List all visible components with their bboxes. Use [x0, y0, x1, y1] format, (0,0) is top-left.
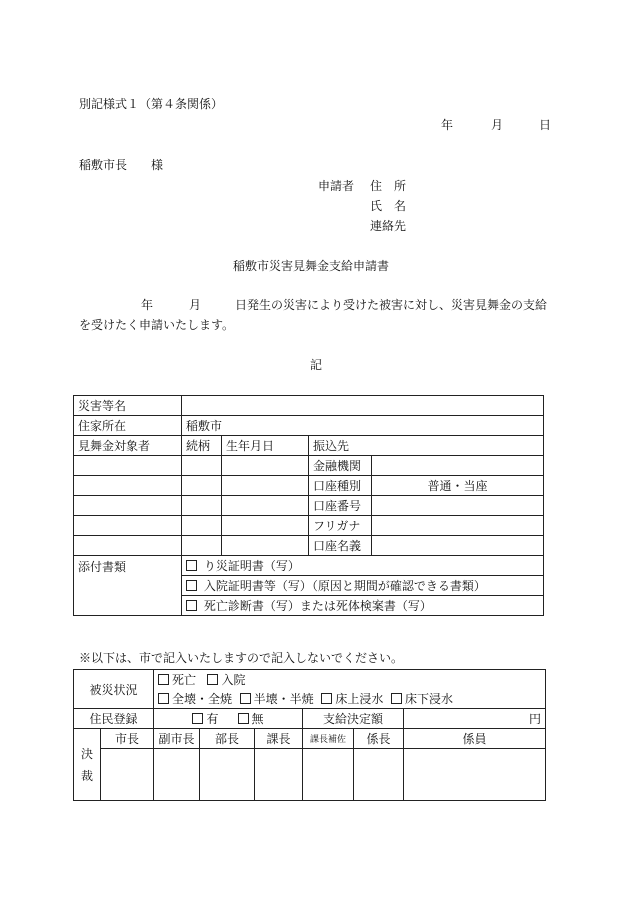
checkbox[interactable]	[321, 693, 332, 704]
checkbox[interactable]	[158, 693, 169, 704]
relation-label: 続柄	[182, 436, 222, 456]
approval-stamp-cell[interactable]	[200, 749, 255, 801]
relation-field[interactable]	[182, 496, 222, 516]
birthdate-field[interactable]	[222, 536, 309, 556]
checkbox[interactable]	[192, 713, 203, 724]
date-day: 日	[539, 118, 552, 132]
applicant-label: 申請者	[318, 179, 355, 193]
attachment-item[interactable]: 入院証明書等（写）（原因と期間が確認できる書類）	[182, 576, 544, 596]
ki-heading: 記	[310, 358, 323, 372]
body-line2: を受けたく申請いたします。	[79, 318, 235, 332]
resident-registration-label: 住民登録	[74, 709, 154, 729]
account-holder-label: 口座名義	[309, 536, 372, 556]
attachment-item[interactable]: 死亡診断書（写）または死体検案書（写）	[182, 596, 544, 616]
approval-stamp-cell[interactable]	[354, 749, 404, 801]
target-person-field[interactable]	[74, 496, 182, 516]
approver-header: 係員	[404, 729, 546, 749]
attachment-item[interactable]: り災証明書（写）	[182, 556, 544, 576]
birthdate-label: 生年月日	[222, 436, 309, 456]
account-number-field[interactable]	[372, 496, 544, 516]
approver-header: 部長	[200, 729, 255, 749]
checkbox[interactable]	[238, 713, 249, 724]
checkbox[interactable]	[207, 674, 218, 685]
damage-status-label: 被災状況	[74, 670, 154, 709]
approval-stamp-cell[interactable]	[101, 749, 154, 801]
disaster-name-label: 災害等名	[74, 396, 182, 416]
approver-header: 係長	[354, 729, 404, 749]
birthdate-field[interactable]	[222, 456, 309, 476]
checkbox[interactable]	[158, 674, 169, 685]
approval-stamp-cell[interactable]	[255, 749, 303, 801]
transfer-label: 振込先	[309, 436, 544, 456]
relation-field[interactable]	[182, 456, 222, 476]
birthdate-field[interactable]	[222, 496, 309, 516]
approval-stamp-cell[interactable]	[303, 749, 354, 801]
bank-label: 金融機関	[309, 456, 372, 476]
body-line1: 日発生の災害により受けた被害に対し、災害見舞金の支給	[235, 298, 548, 312]
target-person-field[interactable]	[74, 456, 182, 476]
target-person-field[interactable]	[74, 516, 182, 536]
payment-amount-label: 支給決定額	[303, 709, 404, 729]
approval-stamp-cell[interactable]	[154, 749, 200, 801]
application-table	[73, 395, 544, 616]
approver-header: 課長補佐	[303, 729, 354, 749]
payment-amount-field[interactable]: 円	[404, 709, 546, 729]
disaster-name-field[interactable]	[182, 396, 544, 416]
damage-row-2: 全壊・全焼 半壊・半焼 床上浸水 床下浸水	[154, 689, 546, 709]
applicant-address: 住 所	[370, 179, 407, 193]
attachments-label: 添付書類	[74, 556, 182, 616]
date-year: 年	[441, 118, 454, 132]
approver-header: 課長	[255, 729, 303, 749]
account-number-label: 口座番号	[309, 496, 372, 516]
birthdate-field[interactable]	[222, 516, 309, 536]
form-number: 別記様式１（第４条関係）	[79, 97, 224, 111]
relation-field[interactable]	[182, 516, 222, 536]
decision-label: 決 裁	[74, 729, 101, 801]
residence-label: 住家所在	[74, 416, 182, 436]
residence-field[interactable]: 稲敷市	[182, 416, 544, 436]
applicant-name: 氏 名	[370, 199, 407, 213]
approval-stamp-cell[interactable]	[404, 749, 546, 801]
checkbox[interactable]	[391, 693, 402, 704]
date-month: 月	[491, 118, 504, 132]
furigana-label: フリガナ	[309, 516, 372, 536]
target-person-field[interactable]	[74, 476, 182, 496]
relation-field[interactable]	[182, 536, 222, 556]
checkbox[interactable]	[186, 560, 197, 571]
applicant-contact: 連絡先	[370, 219, 407, 233]
target-person-field[interactable]	[74, 536, 182, 556]
addressee: 稲敷市長 様	[79, 158, 164, 172]
office-use-table	[73, 669, 546, 801]
relation-field[interactable]	[182, 476, 222, 496]
body-year: 年	[141, 298, 154, 312]
furigana-field[interactable]	[372, 516, 544, 536]
office-use-note: ※以下は、市で記入いたしますので記入しないでください。	[79, 651, 404, 665]
account-holder-field[interactable]	[372, 536, 544, 556]
target-person-label: 見舞金対象者	[74, 436, 182, 456]
document-title: 稲敷市災害見舞金支給申請書	[233, 259, 390, 273]
checkbox[interactable]	[186, 600, 197, 611]
birthdate-field[interactable]	[222, 476, 309, 496]
damage-row-1: 死亡 入院	[154, 670, 546, 690]
checkbox[interactable]	[186, 580, 197, 591]
account-type-field[interactable]: 普通・当座	[372, 476, 544, 496]
account-type-label: 口座種別	[309, 476, 372, 496]
checkbox[interactable]	[240, 693, 251, 704]
approver-header: 副市長	[154, 729, 200, 749]
body-month: 月	[189, 298, 202, 312]
resident-registration-options: 有 無	[154, 709, 303, 729]
bank-field[interactable]	[372, 456, 544, 476]
approver-header: 市長	[101, 729, 154, 749]
